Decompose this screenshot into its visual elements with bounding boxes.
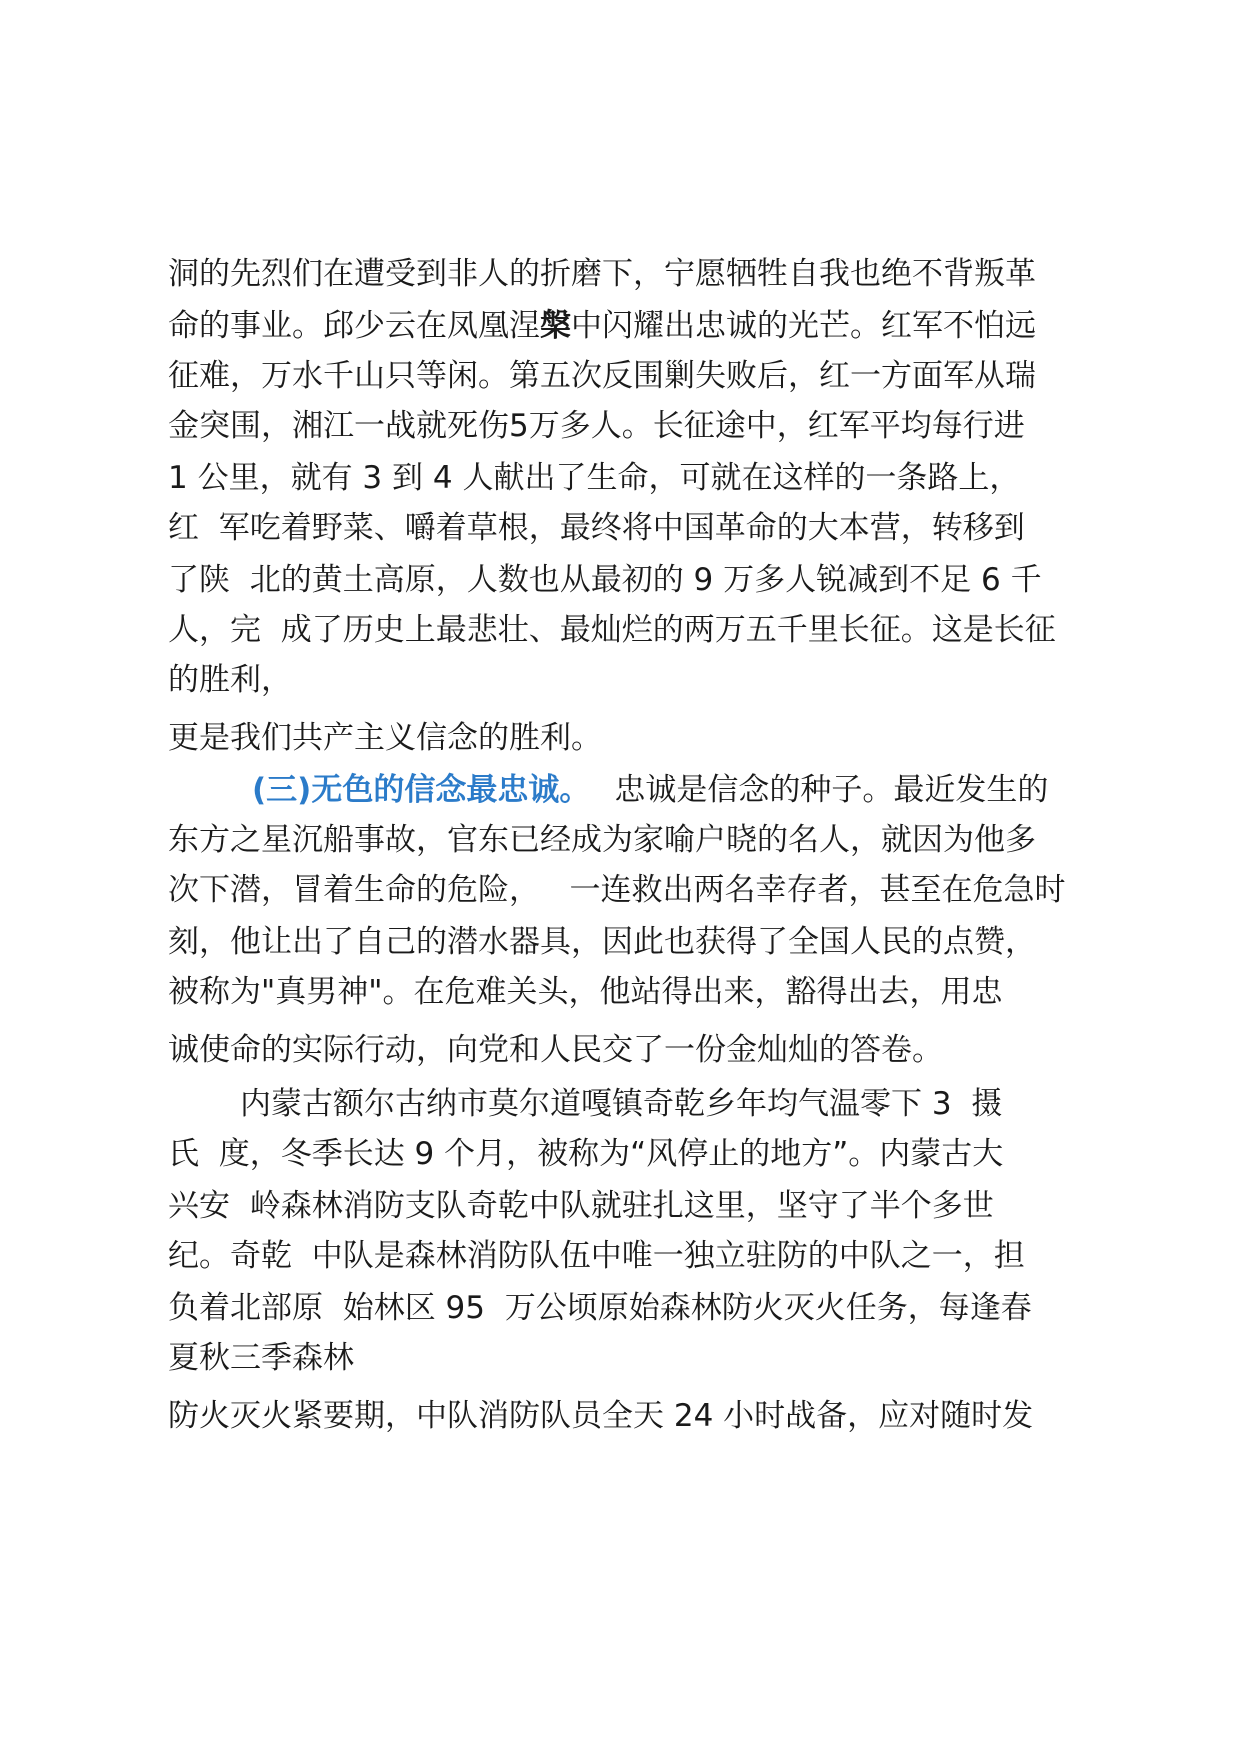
text-line: 的胜利， [168, 662, 292, 698]
text-line: 纪。奇乾 中队是森林消防队伍中唯一独立驻防的中队之一，担 [168, 1238, 1025, 1274]
text-line: 1 公里，就有 3 到 4 人献出了生命，可就在这样的一条路上， [168, 460, 1021, 496]
text-fragment: 中闪耀出忠诚的光芒。红军不怕远 [571, 308, 1036, 344]
text-line: 东方之星沉船事故，官东已经成为家喻户晓的名人，就因为他多 [168, 822, 1036, 858]
text-line: 防火灭火紧要期，中队消防队员全天 24 小时战备，应对随时发 [168, 1398, 1034, 1434]
text-fragment-bold: 槃 [540, 308, 571, 344]
text-line: 被称为"真男神"。在危难关头，他站得出来，豁得出去，用忠 [168, 974, 1003, 1010]
text-line: 红 军吃着野菜、嚼着草根，最终将中国革命的大本营，转移到 [168, 510, 1025, 546]
text-line [168, 304, 1088, 348]
text-fragment: 忠诚是信念的种子。最近发生的 [614, 772, 1049, 808]
text-line: 内蒙古额尔古纳市莫尔道嘎镇奇乾乡年均气温零下 3 摄 [240, 1086, 1003, 1122]
text-line: 夏秋三季森林 [168, 1340, 354, 1376]
text-line: 征难，万水千山只等闲。第五次反围剿失败后，红一方面军从瑞 [168, 358, 1036, 394]
text-line: 刻，他让出了自己的潜水器具，因此也获得了全国人民的点赞， [168, 924, 1036, 960]
text-line: 氏 度，冬季长达 9 个月，被称为“风停止的地方”。内蒙古大 [168, 1136, 1004, 1172]
text-line: 兴安 岭森林消防支队奇乾中队就驻扎这里，坚守了半个多世 [168, 1188, 994, 1224]
text-line: 金突围，湘江一战就死伤5万多人。长征途中，红军平均每行进 [168, 408, 1025, 444]
text-fragment: 命的事业。邱少云在凤凰涅 [168, 308, 540, 344]
text-line: 人，完 成了历史上最悲壮、最灿烂的两万五千里长征。这是长征 [168, 612, 1056, 648]
text-line [168, 768, 1088, 812]
text-line: 了陕 北的黄土高原，人数也从最初的 9 万多人锐减到不足 6 千 [168, 562, 1042, 598]
text-line: 更是我们共产主义信念的胜利。 [168, 720, 602, 756]
text-line: 洞的先烈们在遭受到非人的折磨下，宁愿牺牲自我也绝不背叛革 [168, 256, 1036, 292]
text-line: 负着北部原 始林区 95 万公顷原始森林防火灭火任务，每逢春 [168, 1290, 1032, 1326]
text-line: 诚使命的实际行动，向党和人民交了一份金灿灿的答卷。 [168, 1032, 943, 1068]
section-heading: (三)无色的信念最忠诚。 [252, 772, 591, 808]
text-line: 次下潜，冒着生命的危险， 一连救出两名幸存者，甚至在危急时 [168, 872, 1066, 908]
